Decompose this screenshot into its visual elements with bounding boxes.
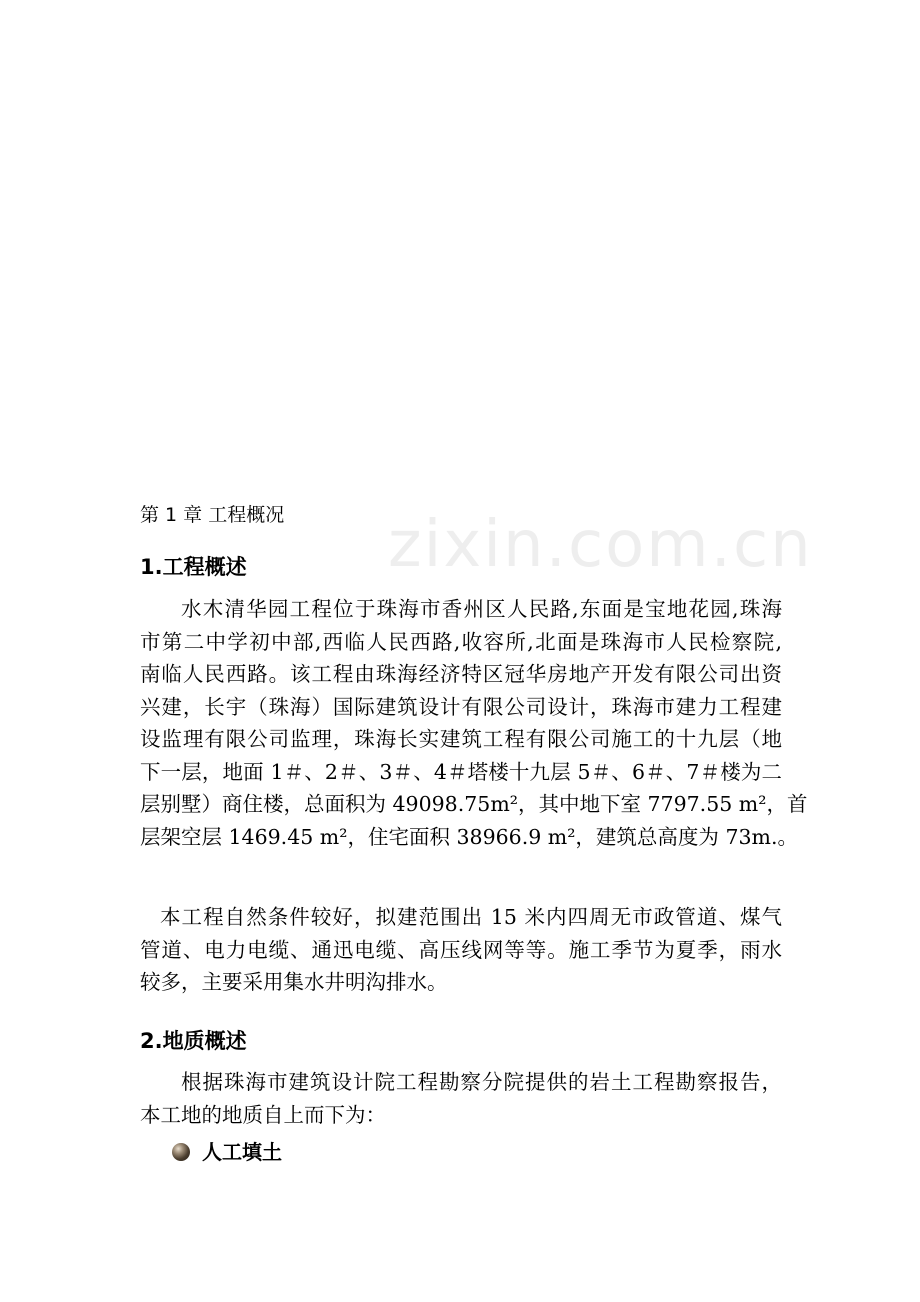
bullet-sphere-icon [172,1143,190,1161]
text-line: 南临人民西路。该工程由珠海经济特区冠华房地产开发有限公司出资 [140,662,782,686]
text-line: 较多，主要采用集水井明沟排水。 [140,970,448,994]
text-line: 兴建，长宇（珠海）国际建筑设计有限公司设计，珠海市建力工程建 [140,694,782,719]
watermark: zixin.com.cn [388,508,813,582]
text-line: 设监理有限公司监理，珠海长实建筑工程有限公司施工的十九层（地 [140,727,782,751]
text-line: 本工地的地质自上而下为： [140,1102,386,1127]
text-line: 层架空层 1469.45 m²，住宅面积 38966.9 m²，建筑总高度为 73m.。 [140,824,798,849]
bullet-item [172,1137,282,1167]
text-line: 管道、电力电缆、通迅电缆、高压线网等等。施工季节为夏季，雨水 [140,937,782,962]
overview-paragraph-1 [140,593,808,853]
text-line: 下一层，地面 1＃、2＃、3＃、4＃塔楼十九层 5＃、6＃、7＃楼为二 [140,759,782,784]
text-line: 市第二中学初中部,西临人民西路,收容所,北面是珠海市人民检察院, [140,629,782,654]
text-line: 水木清华园工程位于珠海市香州区人民路,东面是宝地花园,珠海 [181,597,782,621]
text-line: 本工程自然条件较好，拟建范围出 15 米内四周无市政管道、煤气 [160,905,782,929]
overview-paragraph-2 [140,901,782,999]
text-line: 根据珠海市建筑设计院工程勘察分院提供的岩土工程勘察报告， [181,1070,782,1094]
bullet-label: 人工填土 [202,1140,282,1164]
geology-paragraph [140,1066,782,1131]
section-heading-geology: 2.地质概述 [140,1029,247,1053]
text-line: 层别墅）商住楼，总面积为 49098.75m²，其中地下室 7797.55 m²，首 [140,792,808,816]
chapter-title: 第 1 章 工程概况 [140,504,285,526]
section-heading-overview: 1.工程概述 [140,555,247,579]
